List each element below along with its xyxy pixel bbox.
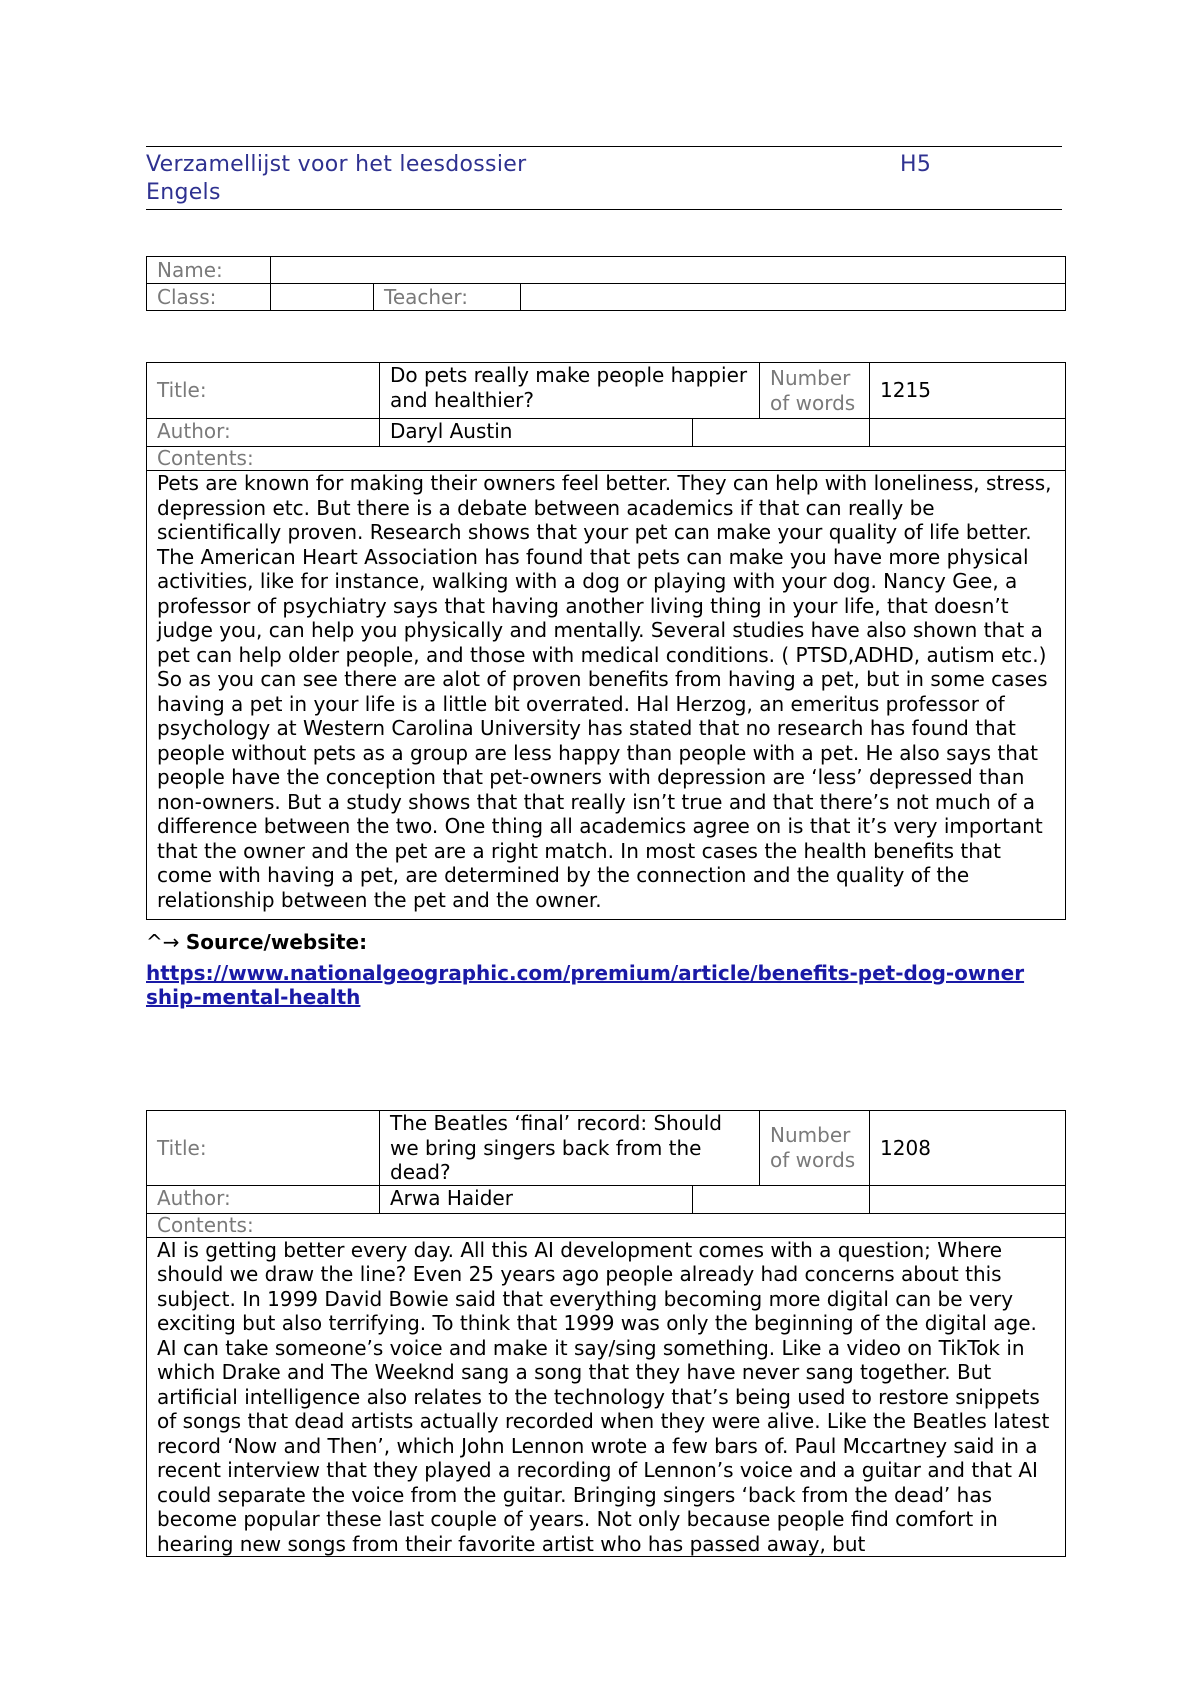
- source-block: [146, 930, 1026, 1010]
- word-count-label: Number of words: [760, 1111, 870, 1186]
- teacher-field[interactable]: [521, 284, 1066, 311]
- empty-cell: [693, 1185, 870, 1213]
- word-count: 1215: [870, 363, 1066, 419]
- entry-contents-text: AI is getting better every day. All this AI development comes with a question; Where should we draw the line? Even 25 years ago people already had concerns about this subject. In 1999 David Bowie said that everything becoming more digital can be very exciting but also terrifying. To think that 1999 was only the beginning of the digital age. AI can take someone’s voice and make it say/sing something. Like a video on TikTok in which Drake and The Weeknd sang a song that they have never sang together. But artificial intelligence also relates to the technology that’s being used to restore snippets of songs that dead artists actually recorded when they were alive. Like the Beatles latest record ‘Now and Then’, which John Lennon wrote a few bars of. Paul Mccartney said in a recent interview that they played a recording of Lennon’s voice and a guitar and that AI could separate the voice from the guitar. Bringing singers ‘back from the dead’ has become popular these last couple of years. Not only because people find comfort in hearing new songs from their favorite artist who has passed away, but: [157, 1237, 1050, 1556]
- reading-entry-2: [146, 1110, 1066, 1557]
- source-label: Source/website:: [185, 930, 368, 954]
- title-label: Title:: [147, 1111, 380, 1186]
- contents-label: Contents:: [147, 447, 1066, 471]
- empty-cell: [870, 419, 1066, 447]
- entry-author: Arwa Haider: [380, 1185, 693, 1213]
- title-label: Title:: [147, 363, 380, 419]
- teacher-label: Teacher:: [374, 284, 521, 311]
- word-count-label: Number of words: [760, 363, 870, 419]
- name-field[interactable]: [271, 257, 1066, 284]
- empty-cell: [870, 1185, 1066, 1213]
- source-link[interactable]: https://www.nationalgeographic.com/premium/article/benefits-pet-dog-ownership-mental-health: [146, 960, 1025, 1009]
- author-label: Author:: [147, 419, 380, 447]
- name-label: Name:: [147, 257, 271, 284]
- class-field[interactable]: [271, 284, 374, 311]
- entry-title: The Beatles ‘final’ record: Should we bring singers back from the dead?: [380, 1111, 760, 1186]
- entry-title: Do pets really make people happier and healthier?: [380, 363, 760, 419]
- entry-contents: Pets are known for making their owners feel better. They can help with loneliness, stress, depression etc. But there is a debate between academics if that can really be scientifically proven. Research shows that your pet can make your quality of life better. The American Heart Association has found that pets can make you have more physical activities, like for instance, walking with a dog or playing with your dog. Nancy Gee, a professor of psychiatry says that having another living thing in your life, that doesn’t judge you, can help you physically and mentally. Several studies have also shown that a pet can help older people, and those with medical conditions. ( PTSD,ADHD, autism etc.) So as you can see there are alot of proven benefits from having a pet, but in some cases having a pet in your life is a little bit overrated. Hal Herzog, an emeritus professor of psychology at Western Carolina University has stated that no research has found that people without pets as a group are less happy than people with a pet. He also says that people have the conception that pet-owners with depression are ‘less’ depressed than non-owners. But a study shows that that really isn’t true and that there’s not much of a difference between the two. One thing all academics agree on is that it’s very important that the owner and the pet are a right match. In most cases the health benefits that come with having a pet, are determined by the connection and the quality of the relationship between the pet and the owner.: [147, 471, 1066, 920]
- grade-level: H5: [900, 152, 932, 177]
- source-prefix: ^→: [146, 930, 180, 954]
- student-info-table: [146, 256, 1066, 311]
- author-label: Author:: [147, 1185, 380, 1213]
- contents-label: Contents:: [147, 1213, 1066, 1237]
- entry-author: Daryl Austin: [380, 419, 693, 447]
- entry-contents: [147, 1237, 1066, 1556]
- class-label: Class:: [147, 284, 271, 311]
- word-count: 1208: [870, 1111, 1066, 1186]
- subject-name: Engels: [146, 180, 221, 205]
- document-title: Verzamellijst voor het leesdossier: [146, 152, 527, 177]
- empty-cell: [693, 419, 870, 447]
- reading-entry-1: [146, 362, 1066, 920]
- document-header: [146, 146, 1062, 210]
